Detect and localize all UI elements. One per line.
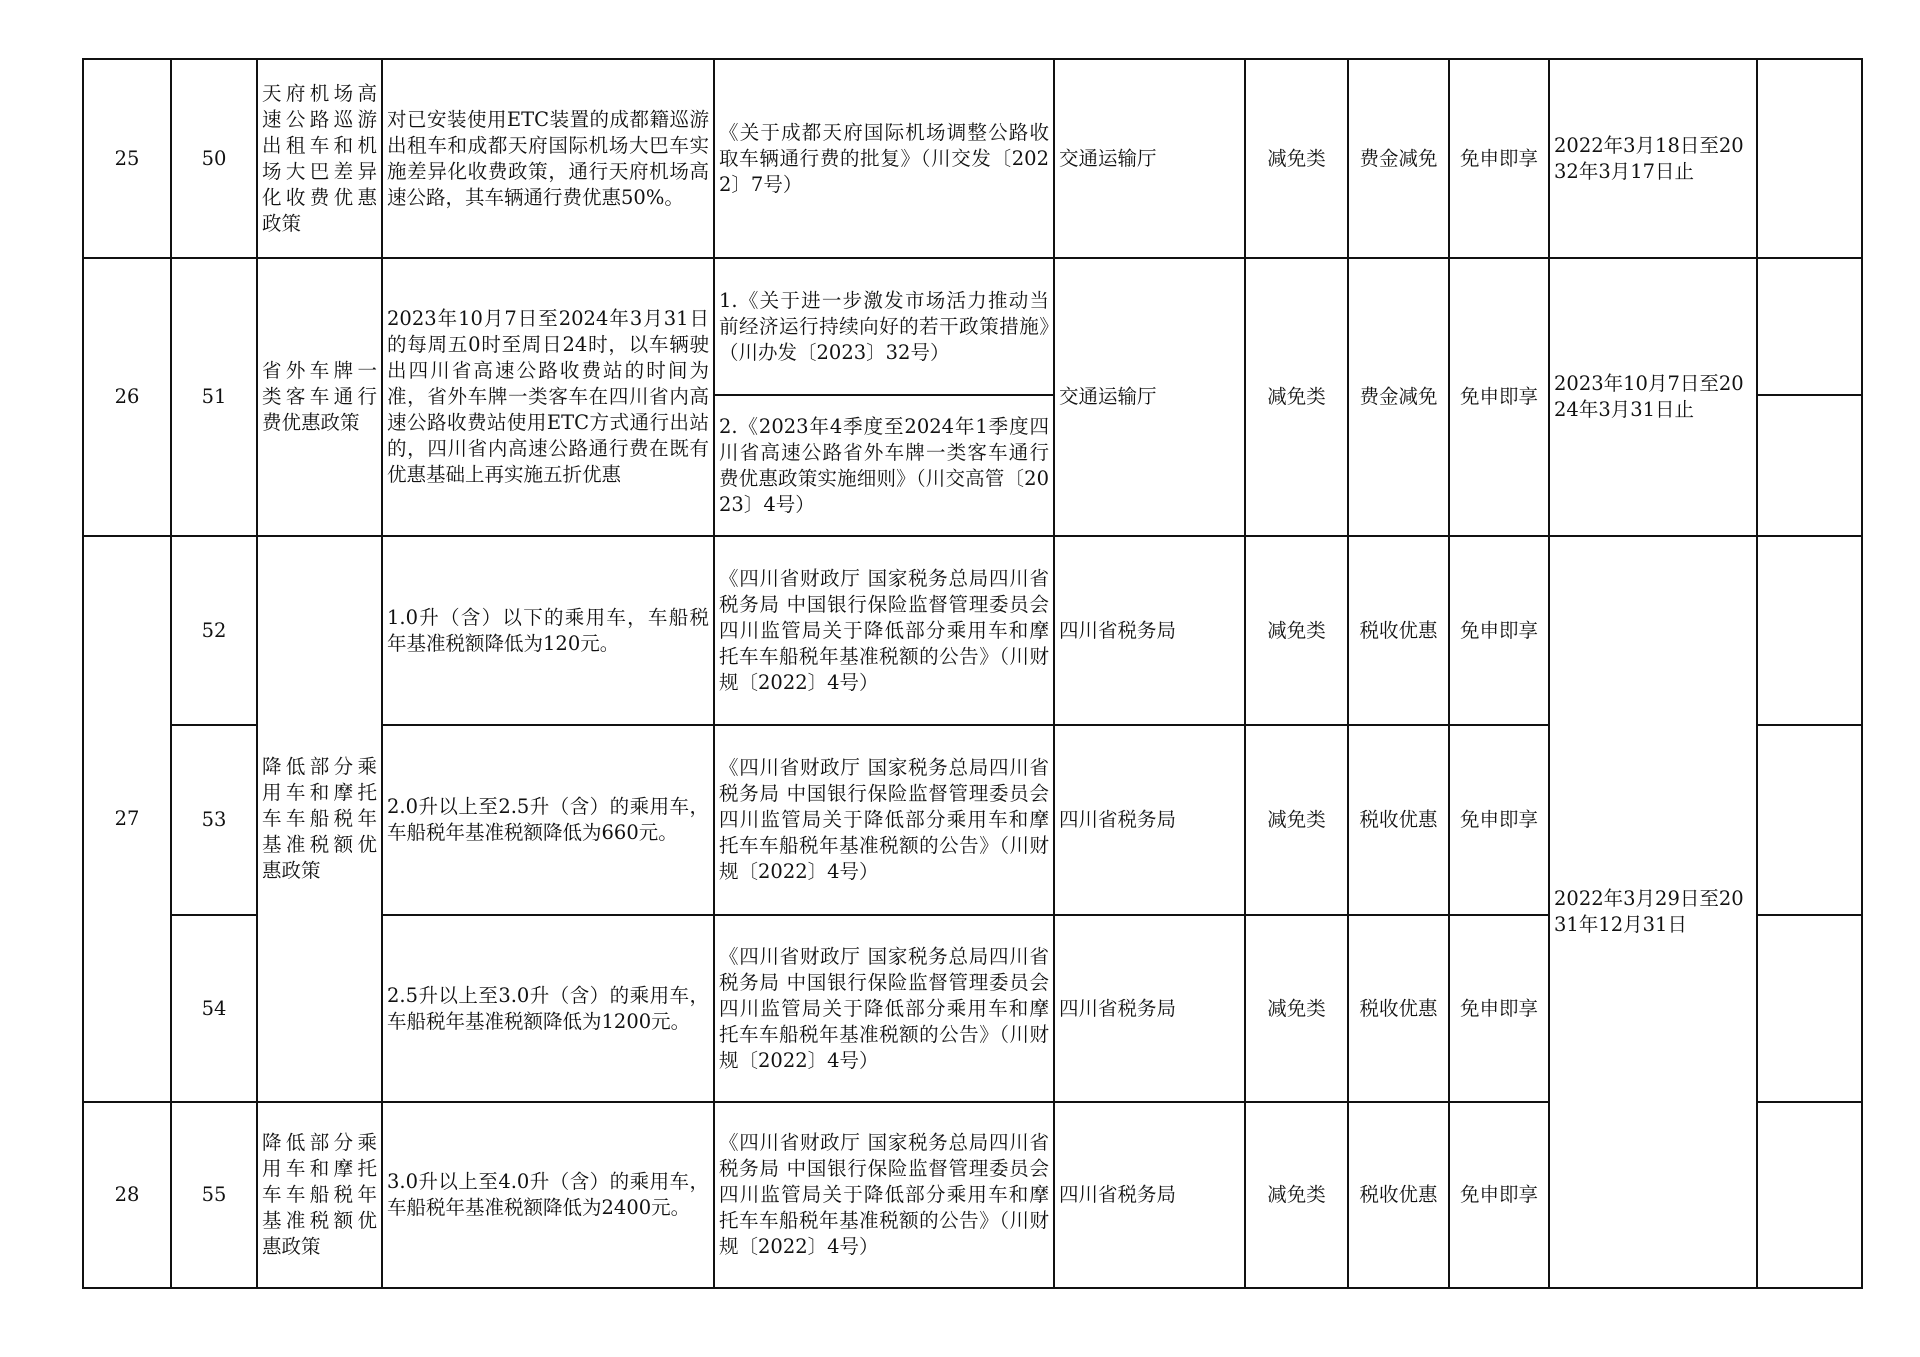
policy-basis-cell: 《关于成都天府国际机场调整公路收取车辆通行费的批复》（川交发〔2022〕7号） [714,59,1054,258]
policy-table [82,58,1863,1289]
blank-cell [1757,258,1862,395]
method-cell: 免申即享 [1449,258,1549,536]
table-row [83,536,1862,725]
blank-cell [1757,59,1862,258]
blank-cell [1757,725,1862,915]
policy-content-cell: 1.0升（含）以下的乘用车，车船税年基准税额降低为120元。 [382,536,714,725]
category-cell: 减免类 [1245,915,1348,1102]
table-row [83,258,1862,395]
type-cell: 税收优惠 [1348,536,1449,725]
seq-cell: 25 [83,59,171,258]
method-cell: 免申即享 [1449,536,1549,725]
seq-cell: 28 [83,1102,171,1288]
category-cell: 减免类 [1245,258,1348,536]
type-cell: 费金减免 [1348,59,1449,258]
item-no-cell: 52 [171,536,257,725]
blank-cell [1757,915,1862,1102]
period-cell: 2023年10月7日至2024年3月31日止 [1549,258,1757,536]
item-no-cell: 55 [171,1102,257,1288]
department-cell: 四川省税务局 [1054,1102,1245,1288]
policy-basis-cell: 《四川省财政厅 国家税务总局四川省税务局 中国银行保险监督管理委员会四川监管局关于降低部分乘用车和摩托车车船税年基准税额的公告》（川财规〔2022〕4号） [714,725,1054,915]
policy-content-cell: 2.0升以上至2.5升（含）的乘用车，车船税年基准税额降低为660元。 [382,725,714,915]
seq-cell: 27 [83,536,171,1102]
item-no-cell: 50 [171,59,257,258]
policy-basis-cell: 《四川省财政厅 国家税务总局四川省税务局 中国银行保险监督管理委员会四川监管局关于降低部分乘用车和摩托车车船税年基准税额的公告》（川财规〔2022〕4号） [714,536,1054,725]
policy-content-cell: 2.5升以上至3.0升（含）的乘用车，车船税年基准税额降低为1200元。 [382,915,714,1102]
policy-basis-cell: 1.《关于进一步激发市场活力推动当前经济运行持续向好的若干政策措施》（川办发〔2023〕32号） [714,258,1054,395]
period-cell: 2022年3月18日至2032年3月17日止 [1549,59,1757,258]
policy-name-cell: 降低部分乘用车和摩托车车船税年基准税额优惠政策 [257,1102,382,1288]
category-cell: 减免类 [1245,1102,1348,1288]
policy-basis-cell: 《四川省财政厅 国家税务总局四川省税务局 中国银行保险监督管理委员会四川监管局关于降低部分乘用车和摩托车车船税年基准税额的公告》（川财规〔2022〕4号） [714,915,1054,1102]
seq-cell: 26 [83,258,171,536]
method-cell: 免申即享 [1449,59,1549,258]
policy-name-cell: 天府机场高速公路巡游出租车和机场大巴差异化收费优惠政策 [257,59,382,258]
method-cell: 免申即享 [1449,1102,1549,1288]
item-no-cell: 51 [171,258,257,536]
type-cell: 税收优惠 [1348,1102,1449,1288]
department-cell: 交通运输厅 [1054,59,1245,258]
policy-name-cell: 降低部分乘用车和摩托车车船税年基准税额优惠政策 [257,536,382,1102]
department-cell: 四川省税务局 [1054,536,1245,725]
policy-content-cell: 对已安装使用ETC装置的成都籍巡游出租车和成都天府国际机场大巴车实施差异化收费政策，通行天府机场高速公路，其车辆通行费优惠50%。 [382,59,714,258]
method-cell: 免申即享 [1449,915,1549,1102]
item-no-cell: 54 [171,915,257,1102]
category-cell: 减免类 [1245,725,1348,915]
policy-basis-cell: 2.《2023年4季度至2024年1季度四川省高速公路省外车牌一类客车通行费优惠政策实施细则》（川交高管〔2023〕4号） [714,395,1054,536]
policy-content-cell: 2023年10月7日至2024年3月31日的每周五0时至周日24时，以车辆驶出四川省高速公路收费站的时间为准，省外车牌一类客车在四川省内高速公路收费站使用ETC方式通行出站的，四川省内高速公路通行费在既有优惠基础上再实施五折优惠 [382,258,714,536]
department-cell: 交通运输厅 [1054,258,1245,536]
type-cell: 税收优惠 [1348,915,1449,1102]
table-row [83,59,1862,258]
policy-name-cell: 省外车牌一类客车通行费优惠政策 [257,258,382,536]
category-cell: 减免类 [1245,59,1348,258]
type-cell: 费金减免 [1348,258,1449,536]
blank-cell [1757,536,1862,725]
department-cell: 四川省税务局 [1054,725,1245,915]
method-cell: 免申即享 [1449,725,1549,915]
type-cell: 税收优惠 [1348,725,1449,915]
item-no-cell: 53 [171,725,257,915]
category-cell: 减免类 [1245,536,1348,725]
period-cell: 2022年3月29日至2031年12月31日 [1549,536,1757,1288]
blank-cell [1757,395,1862,536]
policy-content-cell: 3.0升以上至4.0升（含）的乘用车，车船税年基准税额降低为2400元。 [382,1102,714,1288]
blank-cell [1757,1102,1862,1288]
department-cell: 四川省税务局 [1054,915,1245,1102]
policy-basis-cell: 《四川省财政厅 国家税务总局四川省税务局 中国银行保险监督管理委员会四川监管局关于降低部分乘用车和摩托车车船税年基准税额的公告》（川财规〔2022〕4号） [714,1102,1054,1288]
